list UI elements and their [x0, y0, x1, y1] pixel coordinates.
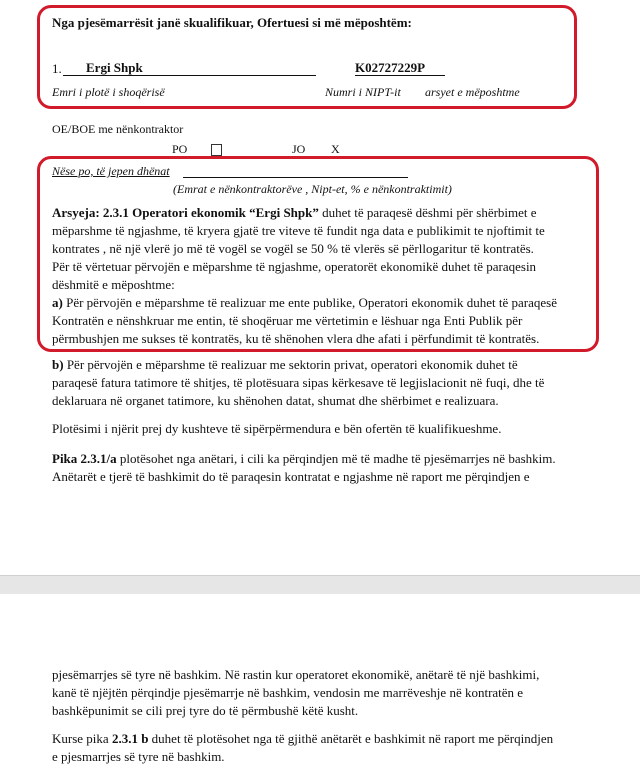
if-yes-label: Nëse po, të jepen dhënat [52, 164, 170, 178]
document-page-2 [0, 594, 640, 768]
option-po-label: PO [172, 142, 188, 156]
label-company-name: Emri i plotë i shoqërisë [52, 85, 165, 99]
option-jo-label: JO [292, 142, 306, 156]
row-number: 1. [52, 61, 62, 76]
page2-paragraph-1: pjesëmarrjes së tyre në bashkim. Në rastin kur operatoret ekonomikë, anëtarë të një bashkimi, kanë të njëjtën përqindje pjesëmarrje në bashkim, vendosin me marrëveshje në kontratën e bashkëpunimit se cili prej tyre do të përmbushë këtë kusht. [52, 667, 540, 718]
point-b-paragraph: b) Për përvojën e mëparshme të realizuar me sektorin privat, operatori ekonomik duhet të paraqesë fatura tatimore të shitjes, të plotësuara sipas kërkesave të legjislacionit në fuqi, dhe të deklaruara në organet tatimore, ku shënohen datat, shumat dhe shërbimet e realizuara. [52, 357, 545, 408]
label-nipt: Numri i NIPT-it [325, 85, 401, 99]
pika-paragraph: Pika 2.3.1/a plotësohet nga anëtari, i cili ka përqindjen më të madhe të pjesëmarrjes në bashkim. Anëtarët e tjerë të bashkimit do të paraqesin kontratat e ngjashme në raport me përqindjen e [52, 451, 556, 484]
point-a-paragraph: a) Për përvojën e mëparshme të realizuar me ente publike, Operatori ekonomik duhet të paraqesë Kontratën e nënshkruar me entin, të shoqëruar me vërtetimin e lëshuar nga Enti Publik për përmbushjen me sukses të kontratës, ku të shënohen vlera dhe afati i përfundimit të kontratës. [52, 295, 558, 346]
reason-paragraph: Arsyeja: 2.3.1 Operatori ekonomik “Ergi Shpk” duhet të paraqesë dëshmi për shërbimet e mëparshme të ngjashme, të kryera gjatë tre viteve të fundit nga data e publikimit te njoftimit te kontrates , në një vlerë jo më të vogël se vogël se 50 % të vlerës së përllogaritur të kontratës. Për të vërtetuar përvojën e mëparshme të ngjashme, operatorët ekonomikë duhet të paraqesin dëshmitë e mëposhtme: [52, 205, 545, 292]
page-separator [0, 575, 640, 595]
reason-heading: Arsyeja: 2.3.1 Operatori ekonomik “Ergi Shpk” [52, 205, 319, 220]
disqualified-header: Nga pjesëmarrësit janë skualifikuar, Ofertuesi si më mëposhtëm: [52, 15, 412, 30]
company-name: Ergi Shpk [86, 60, 143, 75]
label-reasons: arsyet e mëposhtme [425, 85, 520, 99]
subcontractor-data-line [183, 177, 408, 178]
option-jo-mark: X [331, 142, 340, 156]
checkbox-po[interactable] [211, 144, 222, 156]
nipt-value: K02727229P [355, 60, 426, 75]
subcontractor-hint: (Emrat e nënkontraktorëve , Nipt-et, % e nënkontraktimit) [173, 182, 452, 196]
subcontractor-question: OE/BOE me nënkontraktor [52, 122, 184, 136]
fulfillment-sentence: Plotësimi i njërit prej dy kushteve të sipërpërmendura e bën ofertën të kualifikueshme. [52, 421, 502, 436]
page2-paragraph-2: Kurse pika 2.3.1 b duhet të plotësohet nga të gjithë anëtarët e bashkimit në raport me përqindjen e pjesmarrjes së tyre në bashkim. [52, 731, 554, 764]
